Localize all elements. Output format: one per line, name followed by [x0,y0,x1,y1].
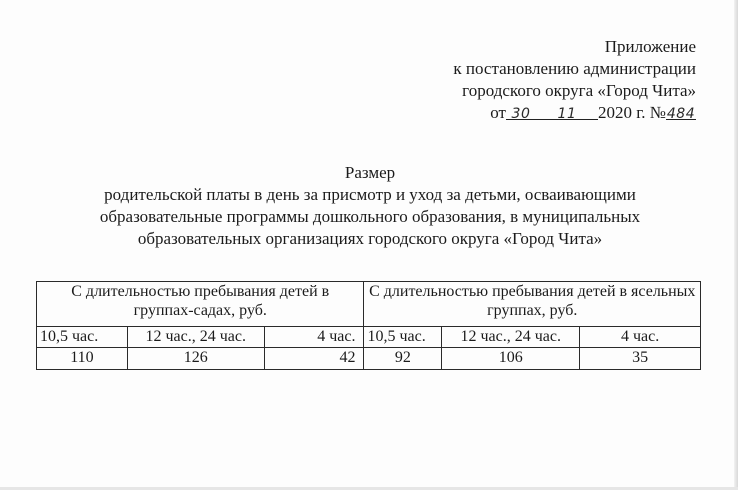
value-cell: 35 [580,348,701,370]
title-heading: Размер [344,163,396,182]
header-nursery: С длительностью пребывания детей в ясельных группах, руб. [364,282,701,327]
handwritten-month: 11 [557,106,577,122]
title-line: образовательные программы дошкольного образования, в муниципальных [99,207,641,226]
doc-number-blank [666,102,696,120]
document-title [40,162,700,250]
date-prefix: от [490,103,506,122]
subheader-cell: 12 час., 24 час. [442,327,580,348]
handwritten-doc-number: 484 [666,106,696,122]
annex-line-city: городского округа «Город Чита» [462,81,696,100]
date-year: 2020 г. № [597,103,666,122]
annex-line-resolution: к постановлению администрации [453,59,696,78]
handwritten-day: 30 [511,106,531,122]
value-cell: 126 [127,348,264,370]
date-month-blank [536,102,598,120]
value-cell: 92 [364,348,442,370]
date-day-blank [506,102,536,120]
header-gardens: С длительностью пребывания детей в группах-садах, руб. [37,282,364,327]
title-line: родительской платы в день за присмотр и уход за детьми, осваивающими [104,185,636,204]
title-line: образовательных организациях городского округа «Город Чита» [137,229,603,248]
table-subheader-row [37,327,701,348]
subheader-cell: 4 час. [264,327,364,348]
value-cell: 106 [442,348,580,370]
value-cell: 110 [37,348,128,370]
subheader-cell: 4 час. [580,327,701,348]
annex-title: Приложение [604,37,696,56]
value-cell: 42 [264,348,364,370]
table-group-header-row [37,282,701,327]
fees-table [36,281,701,370]
annex-block [376,36,696,124]
table-row [37,348,701,370]
scan-edge [734,0,738,490]
subheader-cell: 10,5 час. [37,327,128,348]
subheader-cell: 12 час., 24 час. [127,327,264,348]
subheader-cell: 10,5 час. [364,327,442,348]
annex-date-line [376,102,696,124]
